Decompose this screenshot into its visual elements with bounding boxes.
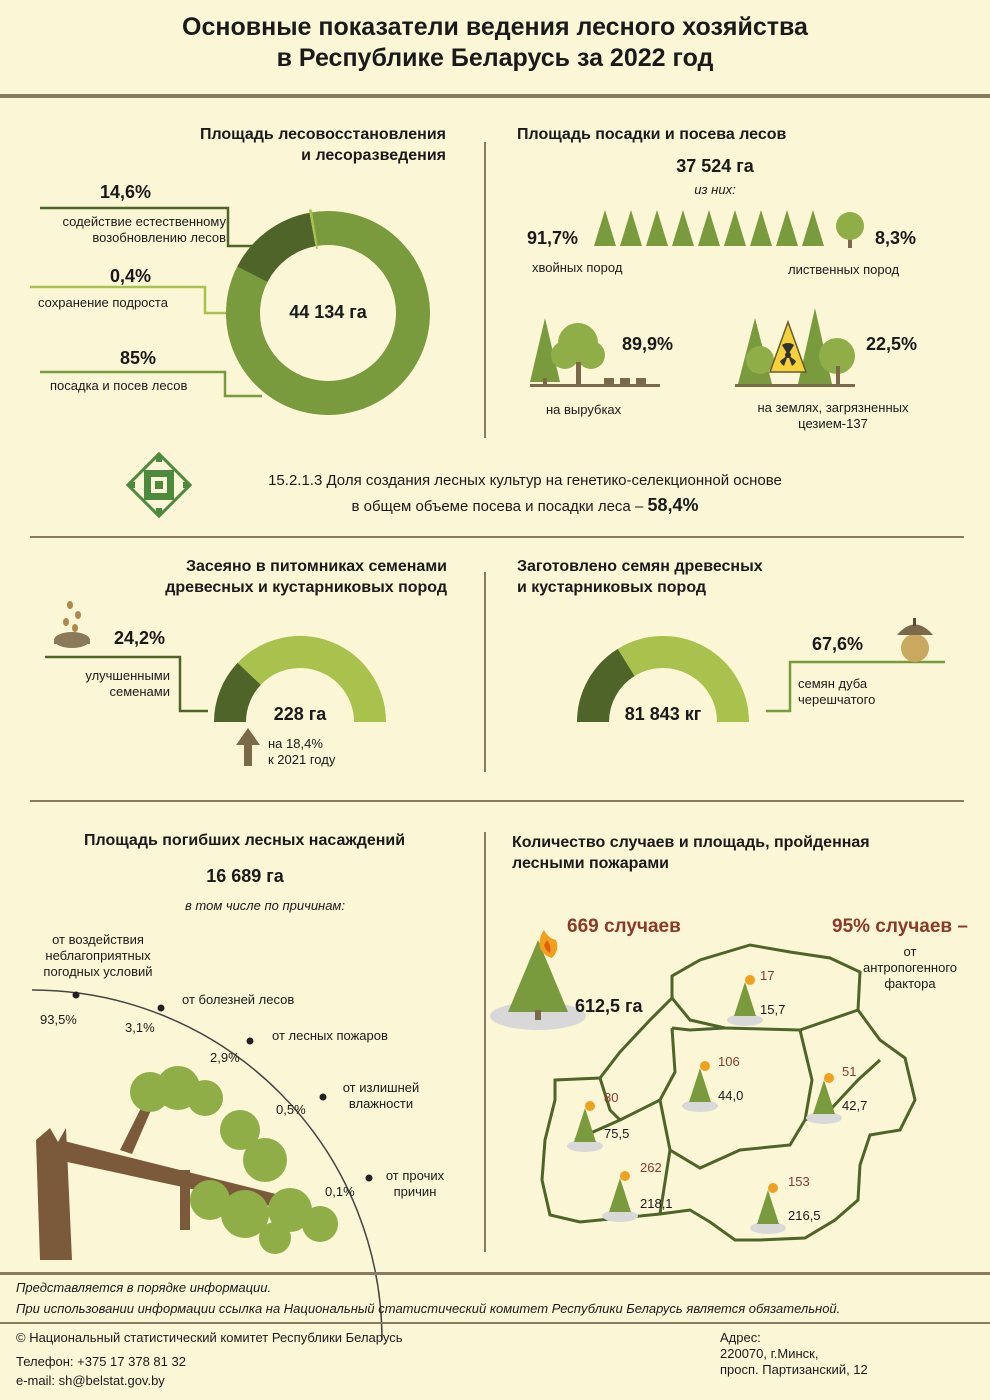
dead-title: Площадь погибших лесных насаждений [84,832,406,849]
dead-cause-3-pct: 2,9% [210,1050,240,1065]
planting-title: Площадь посадки и посева лесов [517,126,787,143]
deciduous-label: лиственных пород [788,262,900,277]
footer-copyright: © Национальный статистический комитет Республики Беларусь [16,1330,403,1345]
reforestation-pct-1: 14,6% [100,182,152,202]
footer-note-2: При использовании информации ссылка на Национальный статистический комитет Республики Беларусь является обязательной. [16,1301,841,1316]
footer-phone: Телефон: +375 17 378 81 32 [16,1354,186,1369]
fires-area: 612,5 га [575,996,643,1016]
dead-cause-1-label: от воздействия неблагоприятных погодных условий [43,932,153,979]
dead-cause-4-label: от излишней влажности [342,1080,420,1111]
title-line2: в Республике Беларусь за 2022 год [276,44,714,72]
cesium-pct: 22,5% [866,334,918,354]
fires-cases: 669 случаев [567,916,681,937]
region-4-area: 75,5 [604,1126,630,1141]
footer-divider-bottom [0,1322,990,1324]
reforestation-label-1: содействие естественному возобновлению лесов [62,214,226,245]
fires-anthro-label: от антропогенного фактора [862,944,958,991]
conifer-label: хвойных пород [532,260,623,275]
region-6-area: 216,5 [788,1208,821,1223]
dead-cause-5-pct: 0,1% [325,1184,355,1199]
clearings-pct: 89,9% [622,334,674,354]
deciduous-pct: 8,3% [875,228,917,248]
dead-cause-2-label: от болезней лесов [182,992,295,1007]
planting-of-which: из них: [694,182,736,197]
region-3-cases: 51 [842,1064,857,1079]
seeds-pct: 67,6% [812,634,864,654]
dead-subtitle: в том числе по причинам: [185,898,345,913]
dead-cause-1-pct: 93,5% [40,1012,77,1027]
region-1-area: 15,7 [760,1002,786,1017]
region-4-cases: 80 [604,1090,619,1105]
dead-cause-5-label: от прочих причин [385,1168,445,1199]
conifer-pct: 91,7% [527,228,579,248]
region-1-cases: 17 [760,968,775,983]
cesium-label: на землях, загрязненных цезием-137 [757,400,909,431]
reforestation-pct-3: 85% [120,348,157,368]
reforestation-label-2: сохранение подроста [38,295,168,310]
sdg-indicator: 15.2.1.3 Доля создания лесных культур на генетико-селекционной основе в общем объеме посева и посадки леса – 58,4% [268,472,782,515]
sdg-value: 58,4% [647,495,699,515]
dead-total: 16 689 га [206,866,284,886]
nurseries-title: Засеяно в питомниках семенами древесных и кустарниковых пород [165,558,447,596]
footer-address: Адрес: 220070, г.Минск, просп. Партизанский, 12 [720,1330,868,1377]
region-5-cases: 262 [640,1160,662,1175]
nurseries-change: на 18,4% к 2021 году [268,736,336,767]
region-6-cases: 153 [788,1174,810,1189]
region-5-area: 218,1 [640,1196,673,1211]
footer-email[interactable]: e-mail: sh@belstat.gov.by [16,1373,165,1388]
seeds-title: Заготовлено семян древесных и кустарниковых пород [517,558,763,596]
region-2-area: 44,0 [718,1088,744,1103]
reforestation-total: 44 134 га [289,302,367,322]
reforestation-pct-2: 0,4% [110,266,152,286]
reforestation-title: Площадь лесовосстановления и лесоразведения [199,126,446,164]
nurseries-total: 228 га [273,704,327,724]
planting-total: 37 524 га [676,156,754,176]
region-2-cases: 106 [718,1054,740,1069]
clearings-label: на вырубках [546,402,622,417]
reforestation-label-3: посадка и посев лесов [50,378,188,393]
nurseries-label: улучшенными семенами [85,668,170,699]
title-line1: Основные показатели ведения лесного хозяйства [182,13,808,41]
fires-anthro-pct: 95% случаев – [832,916,968,937]
seeds-label: семян дуба черешчатого [798,676,876,707]
region-3-area: 42,7 [842,1098,868,1113]
dead-cause-2-pct: 3,1% [125,1020,155,1035]
footer-note-1: Представляется в порядке информации. [16,1280,272,1295]
footer-divider-top [0,1272,990,1275]
dead-cause-3-label: от лесных пожаров [272,1028,388,1043]
nurseries-pct: 24,2% [114,628,166,648]
dead-cause-4-pct: 0,5% [276,1102,306,1117]
fires-title: Количество случаев и площадь, пройденная лесными пожарами [512,834,870,872]
seeds-total: 81 843 кг [624,704,702,724]
